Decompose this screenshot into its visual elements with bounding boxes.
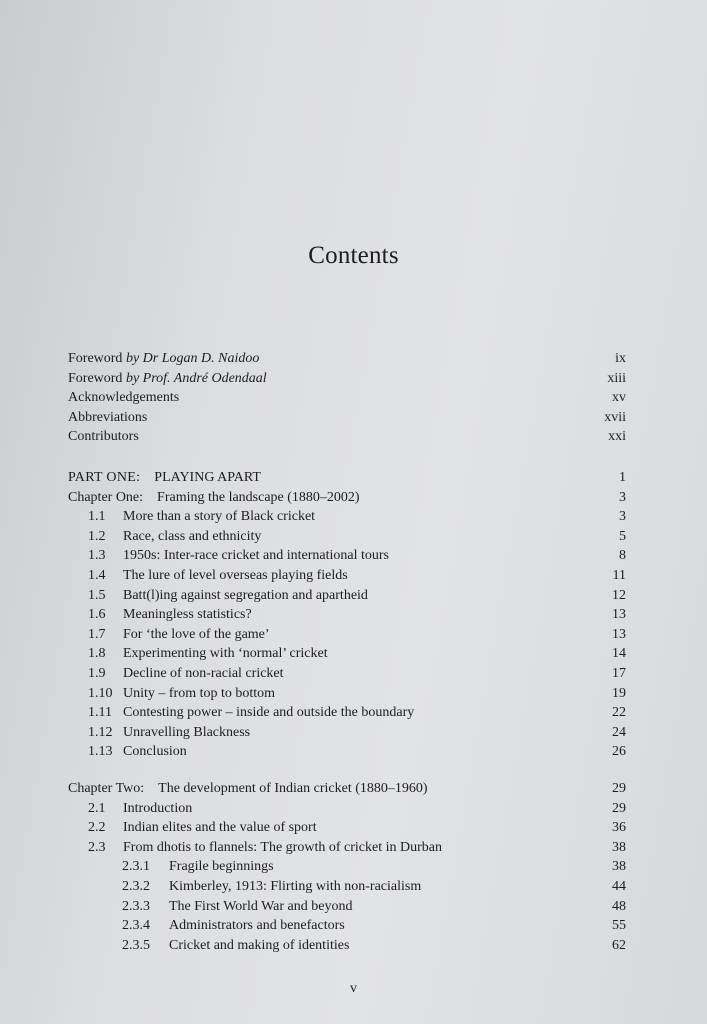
toc-section (68, 684, 626, 704)
entry-title: From dhotis to flannels: The growth of cricket in Durban (123, 839, 442, 855)
toc-subsection (68, 916, 626, 936)
toc-section (68, 644, 626, 664)
entry-page: 13 (612, 607, 626, 623)
entry-title: For ‘the love of the game’ (123, 626, 270, 642)
entry-number: 2.3.1 (122, 859, 150, 875)
toc-section (68, 799, 626, 819)
entry-page: 13 (612, 626, 626, 642)
entry-title: Cricket and making of identities (169, 937, 350, 953)
toc-section (68, 566, 626, 586)
entry-number: 1.4 (88, 567, 106, 583)
toc-section (68, 723, 626, 743)
entry-number: 1.13 (88, 744, 113, 760)
entry-number: 2.1 (88, 800, 106, 816)
entry-page: 48 (612, 898, 626, 914)
entry-page: 17 (612, 665, 626, 681)
chapter-heading (68, 779, 626, 799)
chapter-label: Chapter Two: (68, 781, 145, 796)
entry-page: 38 (612, 859, 626, 875)
entry-page: 38 (612, 839, 626, 855)
entry-page: 22 (612, 705, 626, 721)
entry-title: The First World War and beyond (169, 898, 353, 914)
chapter-title: Framing the landscape (1880–2002) (157, 489, 360, 505)
entry-title: Fragile beginnings (169, 859, 274, 875)
part-one-block (68, 468, 626, 762)
entry-page: ix (615, 351, 626, 366)
chapter-heading (68, 488, 626, 508)
toc-subsection (68, 857, 626, 877)
entry-page: xiii (607, 370, 626, 386)
entry-page: xv (612, 390, 626, 406)
toc-section (68, 625, 626, 645)
entry-title: Unity – from top to bottom (123, 685, 276, 701)
chapter-two-block (68, 779, 626, 955)
chapter-title: The development of Indian cricket (1880–1960) (158, 781, 428, 796)
entry-title: Acknowledgements (68, 390, 180, 406)
entry-author: by Dr Logan D. Naidoo (125, 351, 260, 366)
toc-section (68, 703, 626, 723)
entry-title: Batt(l)ing against segregation and apartheid (123, 587, 368, 603)
entry-number: 1.7 (88, 626, 106, 642)
entry-title: Unravelling Blackness (123, 724, 251, 740)
entry-page: 29 (612, 800, 626, 816)
front-matter-entry (68, 388, 626, 408)
entry-number: 2.3.2 (122, 878, 150, 894)
entry-page: 24 (612, 724, 626, 740)
entry-title: Kimberley, 1913: Flirting with non-racialism (169, 878, 422, 894)
entry-page: 62 (612, 937, 626, 953)
toc-subsection (68, 936, 626, 956)
entry-number: 1.5 (88, 587, 106, 603)
entry-page: 5 (619, 528, 626, 544)
entry-page: 44 (612, 878, 626, 894)
entry-number: 1.8 (88, 646, 106, 662)
chapter-two-subsections (68, 857, 626, 955)
entry-number: 1.1 (88, 509, 106, 525)
part-title: PLAYING APART (154, 470, 261, 485)
front-matter-entry (68, 369, 626, 389)
toc-section (68, 742, 626, 762)
entry-number: 2.3.3 (122, 898, 150, 914)
part-page: 1 (619, 470, 626, 485)
entry-number: 1.12 (88, 724, 113, 740)
toc-section (68, 818, 626, 838)
entry-page: xxi (608, 429, 626, 445)
entry-number: 2.3.4 (122, 918, 150, 934)
entry-number: 1.3 (88, 548, 106, 564)
entry-page: 14 (612, 646, 626, 662)
toc-section (68, 664, 626, 684)
front-matter-entry (68, 408, 626, 428)
entry-title: Administrators and benefactors (169, 918, 345, 934)
entry-title: Contesting power – inside and outside the boundary (123, 705, 415, 721)
toc-section (68, 527, 626, 547)
entry-page: xvii (604, 409, 626, 425)
toc-subsection (68, 877, 626, 897)
toc-section (68, 507, 626, 527)
entry-number: 1.11 (88, 705, 112, 721)
entry-title: Race, class and ethnicity (123, 528, 262, 544)
page-number: v (350, 981, 357, 996)
page-title: Contents (308, 242, 399, 269)
entry-page: 26 (612, 744, 626, 760)
entry-title: Conclusion (123, 744, 187, 760)
entry-page: 36 (612, 820, 626, 836)
entry-title: Introduction (123, 800, 193, 816)
entry-page: 11 (612, 567, 626, 583)
chapter-one-sections (68, 507, 626, 762)
chapter-page: 29 (612, 781, 626, 796)
chapter-two-sections (68, 799, 626, 858)
entry-title: Contributors (68, 429, 139, 445)
entry-title: Foreword (68, 351, 126, 366)
toc-section (68, 605, 626, 625)
front-matter-entry (68, 427, 626, 447)
entry-title: 1950s: Inter-race cricket and international tours (123, 548, 389, 564)
entry-number: 2.2 (88, 820, 106, 836)
entry-page: 55 (612, 918, 626, 934)
entry-page: 12 (612, 587, 626, 603)
chapter-label: Chapter One: (68, 489, 144, 505)
entry-title: Indian elites and the value of sport (123, 820, 317, 836)
entry-page: 8 (619, 548, 626, 564)
entry-number: 1.6 (88, 607, 106, 623)
front-matter-entry (68, 349, 626, 369)
toc-section (68, 546, 626, 566)
toc-section (68, 838, 626, 858)
entry-title: Meaningless statistics? (123, 607, 252, 623)
entry-number: 2.3.5 (122, 937, 150, 953)
entry-title: Abbreviations (68, 409, 148, 425)
part-label: PART ONE: (68, 470, 141, 485)
front-matter-list (68, 349, 626, 447)
entry-title: The lure of level overseas playing fields (123, 567, 348, 583)
entry-page: 3 (619, 509, 626, 525)
entry-number: 1.2 (88, 528, 106, 544)
entry-author: by Prof. André Odendaal (125, 370, 267, 386)
entry-title: Foreword (68, 370, 126, 386)
entry-title: More than a story of Black cricket (123, 509, 316, 525)
entry-title: Decline of non-racial cricket (123, 665, 284, 681)
entry-title: Experimenting with ‘normal’ cricket (123, 646, 328, 662)
part-heading (68, 468, 626, 488)
entry-number: 2.3 (88, 839, 106, 855)
entry-page: 19 (612, 685, 626, 701)
entry-number: 1.9 (88, 665, 106, 681)
toc-section (68, 586, 626, 606)
toc-subsection (68, 897, 626, 917)
entry-number: 1.10 (88, 685, 113, 701)
chapter-page: 3 (619, 489, 626, 505)
